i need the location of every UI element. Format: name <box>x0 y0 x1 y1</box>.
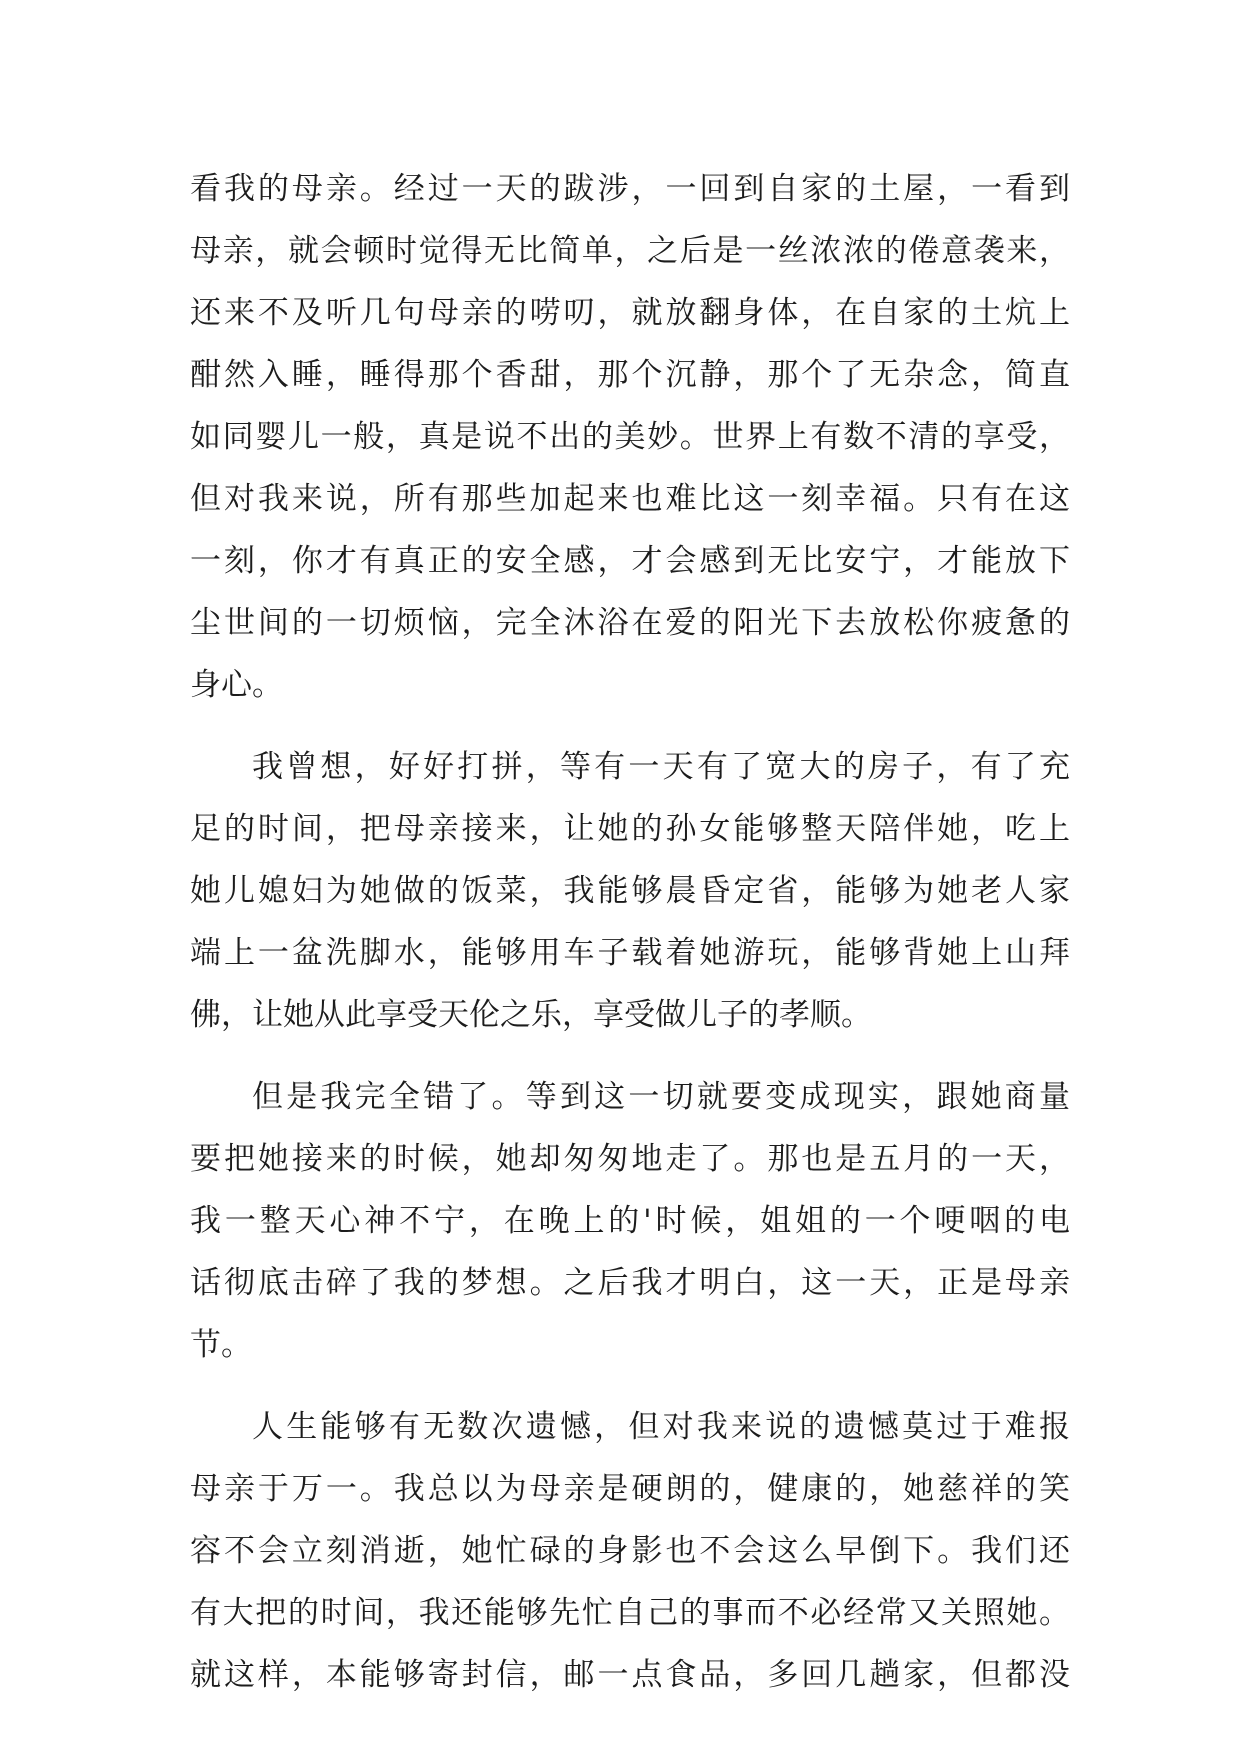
text-line: 容不会立刻消逝，她忙碌的身影也不会这么早倒下。我们还 <box>190 1533 1070 1569</box>
text-line: 足的时间，把母亲接来，让她的孙女能够整天陪伴她，吃上 <box>190 811 1070 847</box>
text-line: 母亲，就会顿时觉得无比简单，之后是一丝浓浓的倦意袭来， <box>190 233 1070 269</box>
text-line: 人生能够有无数次遗憾，但对我来说的遗憾莫过于难报 <box>252 1409 1070 1445</box>
text-line: 话彻底击碎了我的梦想。之后我才明白，这一天，正是母亲 <box>190 1265 1070 1301</box>
text-line: 尘世间的一切烦恼，完全沐浴在爱的阳光下去放松你疲惫的 <box>190 605 1070 641</box>
text-line: 酣然入睡，睡得那个香甜，那个沉静，那个了无杂念，简直 <box>190 357 1070 393</box>
text-line: 身心。 <box>190 667 283 703</box>
text-line: 有大把的时间，我还能够先忙自己的事而不必经常又关照她。 <box>190 1595 1070 1631</box>
text-line: 但是我完全错了。等到这一切就要变成现实，跟她商量 <box>252 1079 1070 1115</box>
text-line: 看我的母亲。经过一天的跋涉，一回到自家的土屋，一看到 <box>190 171 1070 207</box>
text-line: 端上一盆洗脚水，能够用车子载着她游玩，能够背她上山拜 <box>190 935 1070 971</box>
text-line: 还来不及听几句母亲的唠叨，就放翻身体，在自家的土炕上 <box>190 295 1070 331</box>
text-line: 母亲于万一。我总以为母亲是硬朗的，健康的，她慈祥的笑 <box>190 1471 1070 1507</box>
text-line: 她儿媳妇为她做的饭菜，我能够晨昏定省，能够为她老人家 <box>190 873 1070 909</box>
text-line: 要把她接来的时候，她却匆匆地走了。那也是五月的一天， <box>190 1141 1070 1177</box>
text-line: 佛，让她从此享受天伦之乐，享受做儿子的孝顺。 <box>190 997 872 1033</box>
text-line: 如同婴儿一般，真是说不出的美妙。世界上有数不清的享受， <box>190 419 1070 455</box>
text-line: 我曾想，好好打拼，等有一天有了宽大的房子，有了充 <box>252 749 1070 785</box>
text-line: 一刻，你才有真正的安全感，才会感到无比安宁，才能放下 <box>190 543 1070 579</box>
text-line: 就这样，本能够寄封信，邮一点食品，多回几趟家，但都没 <box>190 1657 1070 1693</box>
text-line: 但对我来说，所有那些加起来也难比这一刻幸福。只有在这 <box>190 481 1070 517</box>
body-text <box>190 158 1070 1706</box>
text-line: 我一整天心神不宁，在晚上的'时候，姐姐的一个哽咽的电 <box>190 1203 1070 1239</box>
text-line: 节。 <box>190 1327 252 1363</box>
